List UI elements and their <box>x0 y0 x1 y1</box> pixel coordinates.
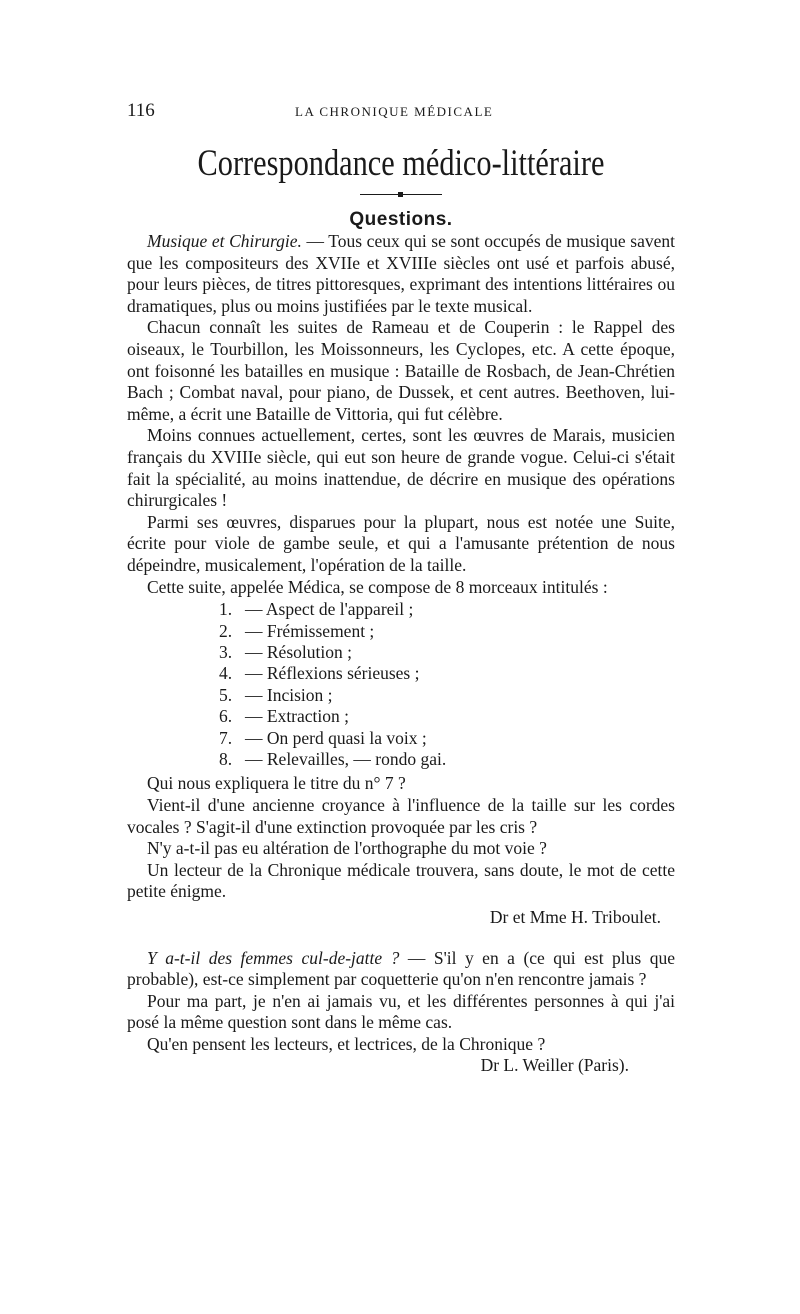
list-item: 3. — Résolution ; <box>219 641 352 662</box>
article-musique-chirurgie <box>127 231 675 929</box>
article1-signature: Dr et Mme H. Triboulet. <box>489 906 661 927</box>
article1-paragraph-7: Vient-il d'une ancienne croyance à l'influence de la taille sur les cordes vocales ? S'agit-il d'une extinction provoquée par les cris ? <box>127 794 675 837</box>
article2-paragraph-3: Qu'en pensent les lecteurs, et lectrices, de la Chronique ? <box>147 1033 546 1054</box>
page-number: 116 <box>127 100 155 121</box>
article1-paragraph-2: Chacun connaît les suites de Rameau et de Couperin : le Rappel des oiseaux, le Tourbillon, les Moissonneurs, les Cyclopes, etc. A cette époque, ont foisonné les batailles en musique : Bataille de Rosbach, de Jean-Chrétien Bach ; Combat naval, pour piano, de Dussek, et cent autres. Beethoven, lui-même, a écrit une Bataille de Vittoria, qui fut célèbre. <box>127 317 675 424</box>
article-femmes-cul-de-jatte <box>127 948 675 1078</box>
article1-paragraph-8: N'y a-t-il pas eu altération de l'orthographe du mot voie ? <box>147 838 547 859</box>
section-title: Correspondance médico-littéraire <box>197 143 605 184</box>
article1-paragraph-1: Musique et Chirurgie. — Tous ceux qui se sont occupés de musique savent que les compositeurs des XVIIe et XVIIIe siècles ont usé et parfois abusé, pour leurs pièces, de titres pittoresques, exprimant des intentions littéraires ou dramatiques, plus ou moins justifiées par le texte musical. <box>127 231 675 316</box>
article1-topic-label: Musique et Chirurgie. <box>147 231 302 251</box>
list-item: 1. — Aspect de l'appareil ; <box>219 599 414 620</box>
title-ornament-rule <box>360 194 442 195</box>
list-item: 4. — Réflexions sérieuses ; <box>219 663 420 684</box>
list-item: 5. — Incision ; <box>219 684 333 705</box>
article-separator <box>127 929 675 948</box>
article1-paragraph-4: Parmi ses œuvres, disparues pour la plupart, nous est notée une Suite, écrite pour viole de gambe seule, et qui a l'amusante prétention de nous dépeindre, musicalement, l'opération de la taille. <box>127 511 675 575</box>
list-item: 8. — Relevailles, — rondo gai. <box>219 748 447 769</box>
article2-signature: Dr L. Weiller (Paris). <box>480 1055 629 1076</box>
article1-paragraph-3: Moins connues actuellement, certes, sont les œuvres de Marais, musicien français du XVIIIe siècle, qui eut son heure de grande vogue. Celui-ci s'était fait la spécialité, au moins inattendue, de décrire en musique des opérations chirurgicales ! <box>127 425 675 511</box>
running-title: LA CHRONIQUE MÉDICALE <box>295 104 494 119</box>
list-item: 2. — Frémissement ; <box>219 620 375 641</box>
questions-heading: Questions. <box>349 209 453 230</box>
page-header <box>127 100 675 130</box>
list-item: 7. — On perd quasi la voix ; <box>219 727 427 748</box>
article1-paragraph-9: Un lecteur de la Chronique médicale trouvera, sans doute, le mot de cette petite énigme. <box>127 859 675 902</box>
page <box>127 100 675 1077</box>
list-item: 6. — Extraction ; <box>219 706 350 727</box>
movement-list <box>127 599 675 770</box>
article2-topic-label: Y a-t-il des femmes cul-de-jatte ? <box>147 947 400 968</box>
article2-paragraph-1: Y a-t-il des femmes cul-de-jatte ? — S'il y en a (ce qui est plus que probable), est-ce simplement par coquetterie qu'on n'en rencontre jamais ? <box>127 947 675 990</box>
article1-paragraph-5: Cette suite, appelée Médica, se compose de 8 morceaux intitulés : <box>147 576 608 597</box>
article2-paragraph-2: Pour ma part, je n'en ai jamais vu, et les différentes personnes à qui j'ai posé la même question sont dans le même cas. <box>127 990 675 1033</box>
article1-paragraph-6: Qui nous expliquera le titre du n° 7 ? <box>147 773 406 794</box>
